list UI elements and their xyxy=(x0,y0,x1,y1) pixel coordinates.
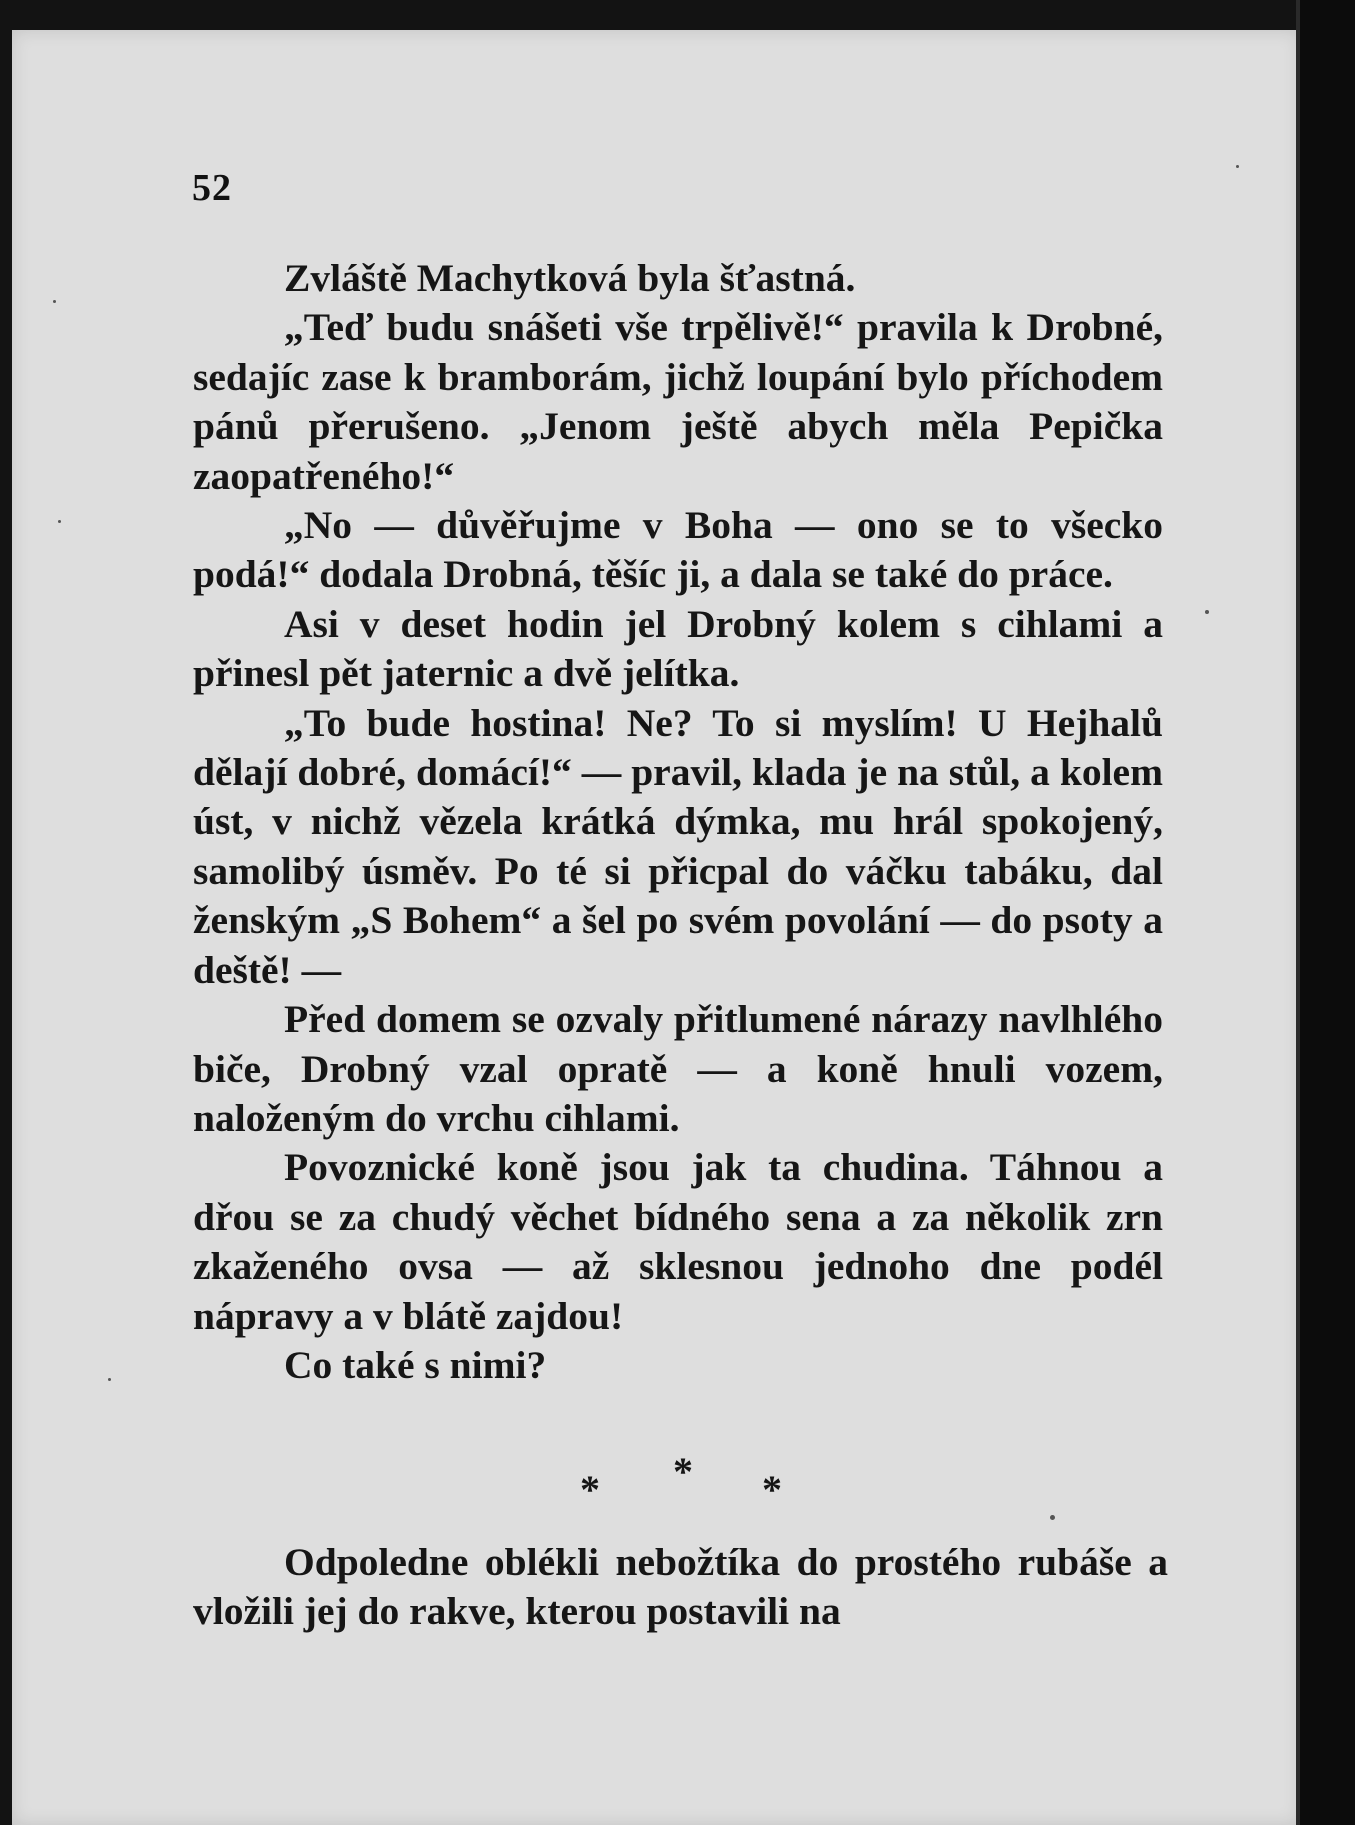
paragraph: Co také s nimi? xyxy=(284,1342,547,1387)
asterisk: * xyxy=(673,1449,693,1494)
scan-speck xyxy=(1050,1515,1055,1520)
paragraph: Před domem se ozvaly přitlumené nárazy navlhlého biče, Drobný vzal opratě — a koně hnuli vozem, naloženým do vrchu cihlami. xyxy=(193,997,1163,1140)
page-number: 52 xyxy=(192,167,232,209)
paragraph: Asi v deset hodin jel Drobný kolem s cihlami a přinesl pět jaternic a dvě jelítka. xyxy=(193,601,1163,696)
paragraph: „Teď budu snášeti vše trpělivě!“ pravila k Drobné, sedajíc zase k bramborám, jichž loupání bylo příchodem pánů přerušeno. „Jenom ještě abych měla Pepička zaopatřeného!“ xyxy=(193,305,1163,498)
scan-border xyxy=(1300,0,1355,1825)
paragraph: Zvláště Machytková byla šťastná. xyxy=(284,256,856,300)
body-text xyxy=(193,254,1163,1390)
paragraph: „To bude hostina! Ne? To si myslím! U Hejhalů dělají dobré, domácí!“ — pravil, klada je na stůl, a kolem úst, v nichž vězela krátká dýmka, mu hrál spokojený, samolibý úsměv. Po té si přicpal do váčku tabáku, dal ženským „S Bohem“ a šel po svém povolání — do psoty a deště! — xyxy=(193,700,1163,992)
scan-speck xyxy=(1236,165,1239,168)
paragraph: „No — důvěřujme v Boha — ono se to všecko podá!“ dodala Drobná, těšíc ji, a dala se také do práce. xyxy=(193,503,1163,597)
paragraph: Povoznické koně jsou jak ta chudina. Táhnou a dřou se za chudý věchet bídného sena a za několik zrn zkaženého ovsa — až sklesnou jednoho dne podél nápravy a v blátě zajdou! xyxy=(193,1145,1163,1338)
asterisk: * xyxy=(762,1467,782,1512)
scan-speck xyxy=(1205,610,1209,614)
paragraph: Odpoledne oblékli nebožtíka do prostého rubáše a vložili jej do rakve, kterou postavili na xyxy=(193,1540,1168,1634)
section-separator xyxy=(580,1448,800,1518)
scan-speck xyxy=(108,1378,111,1381)
asterisk: * xyxy=(580,1467,600,1512)
scan-speck xyxy=(58,520,61,523)
closing-text xyxy=(193,1538,1168,1637)
scan-speck xyxy=(53,300,56,303)
